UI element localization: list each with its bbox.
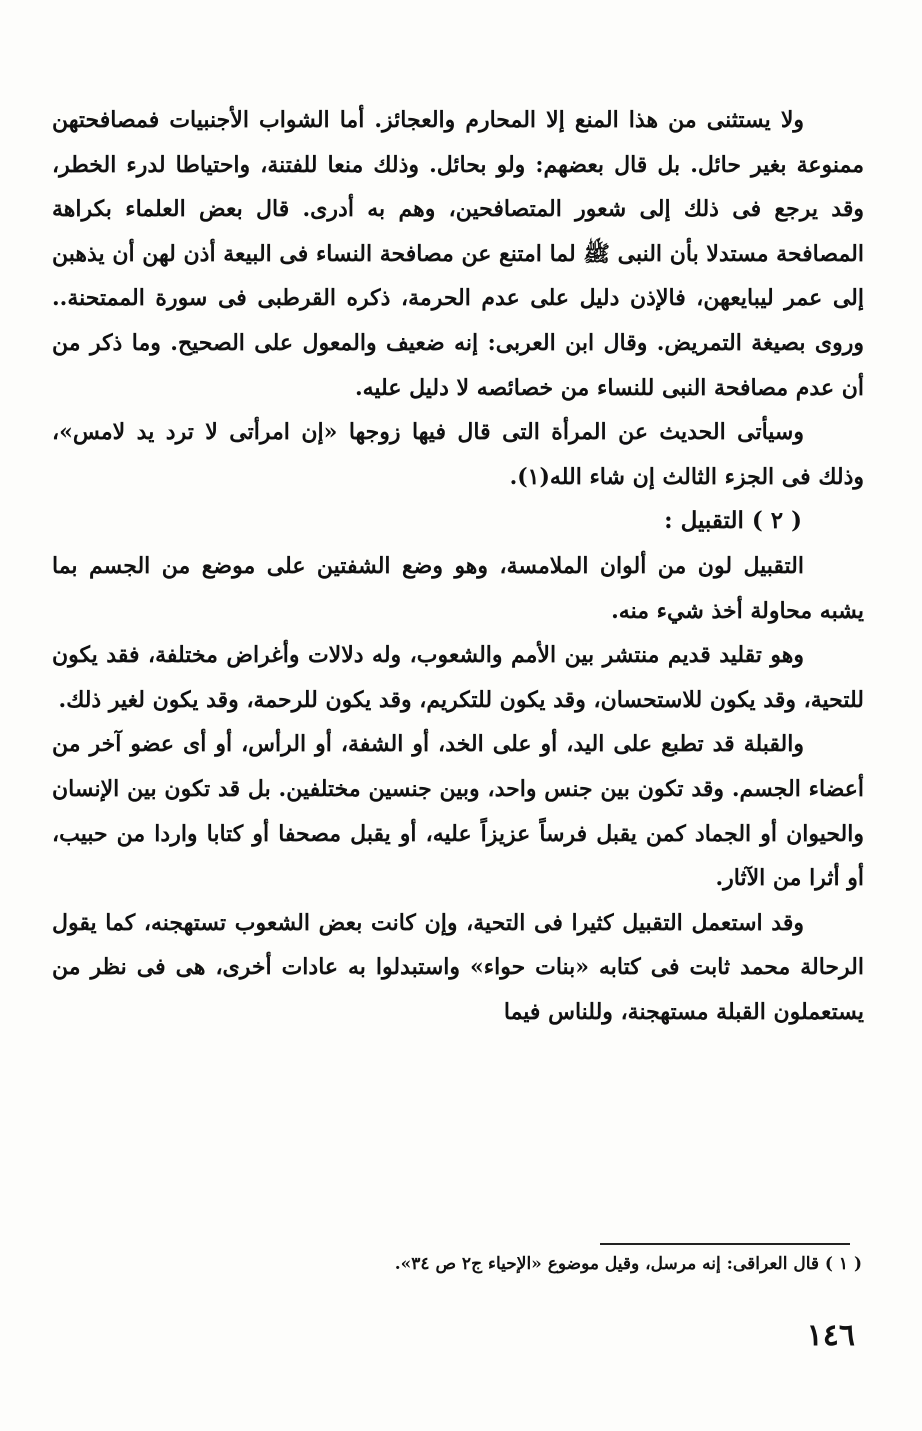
paragraph-upcoming-hadith: وسيأتى الحديث عن المرأة التى قال فيها زوجها «إن امرأتى لا ترد يد لامس»، وذلك فى الجزء الثالث إن شاء الله(١). — [52, 419, 864, 490]
main-text — [52, 98, 864, 1034]
page-number: ١٤٦ — [806, 1318, 855, 1353]
paragraph-handshake-exceptions: ولا يستثنى من هذا المنع إلا المحارم والعجائز. أما الشواب الأجنبيات فمصافحتهن ممنوعة بغير حائل. بل قال بعضهم: ولو بحائل. وذلك منعا للفتنة، واحتياطا لدرء الخطر، وقد يرجع فى ذلك إلى شعور المتصافحين، وهم به أدرى. قال بعض العلماء بكراهة المصافحة مستدلا بأن النبى ﷺ لما امتنع عن مصافحة النساء فى البيعة أذن لهن أن يذهبن إلى عمر ليبايعهن، فالإذن دليل على عدم الحرمة، ذكره القرطبى فى سورة الممتحنة.. وروى بصيغة التمريض. وقال ابن العربى: إنه ضعيف والمعول على الصحيح. وما ذكر من أن عدم مصافحة النبى للنساء من خصائصه لا دليل عليه. — [52, 107, 864, 401]
paragraph-kissing-places: والقبلة قد تطبع على اليد، أو على الخد، أو الشفة، أو الرأس، أو أى عضو آخر من أعضاء الجسم. وقد تكون بين جنس واحد، وبين جنسين مختلفين. بل قد تكون بين الإنسان والحيوان أو الجماد كمن يقبل فرساً عزيزاً عليه، أو يقبل مصحفا أو كتابا واردا من حبيب، أو أثرا من الآثار. — [52, 731, 864, 892]
paragraph-kissing-greeting: وقد استعمل التقبيل كثيرا فى التحية، وإن كانت بعض الشعوب تستهجنه، كما يقول الرحالة محمد ثابت فى كتابه «بنات حواء» واستبدلوا به عادات أخرى، هى فى نظر من يستعملون القبلة مستهجنة، وللناس فيما — [52, 909, 864, 1025]
footnote: ( ١ ) قال العراقى: إنه مرسل، وقيل موضوع «الإحياء ج٢ ص ٣٤». — [394, 1254, 862, 1274]
paragraph-kissing-tradition: وهو تقليد قديم منتشر بين الأمم والشعوب، وله دلالات وأغراض مختلفة، فقد يكون للتحية، وقد يكون للاستحسان، وقد يكون للتكريم، وقد يكون للرحمة، وقد يكون لغير ذلك. — [52, 642, 864, 713]
paragraph-kissing-definition: التقبيل لون من ألوان الملامسة، وهو وضع الشفتين على موضع من الجسم بما يشبه محاولة أخذ شيء منه. — [52, 552, 864, 624]
footnote-divider — [600, 1243, 850, 1245]
section-heading-kissing: ( ٢ ) التقبيل : — [664, 507, 802, 535]
